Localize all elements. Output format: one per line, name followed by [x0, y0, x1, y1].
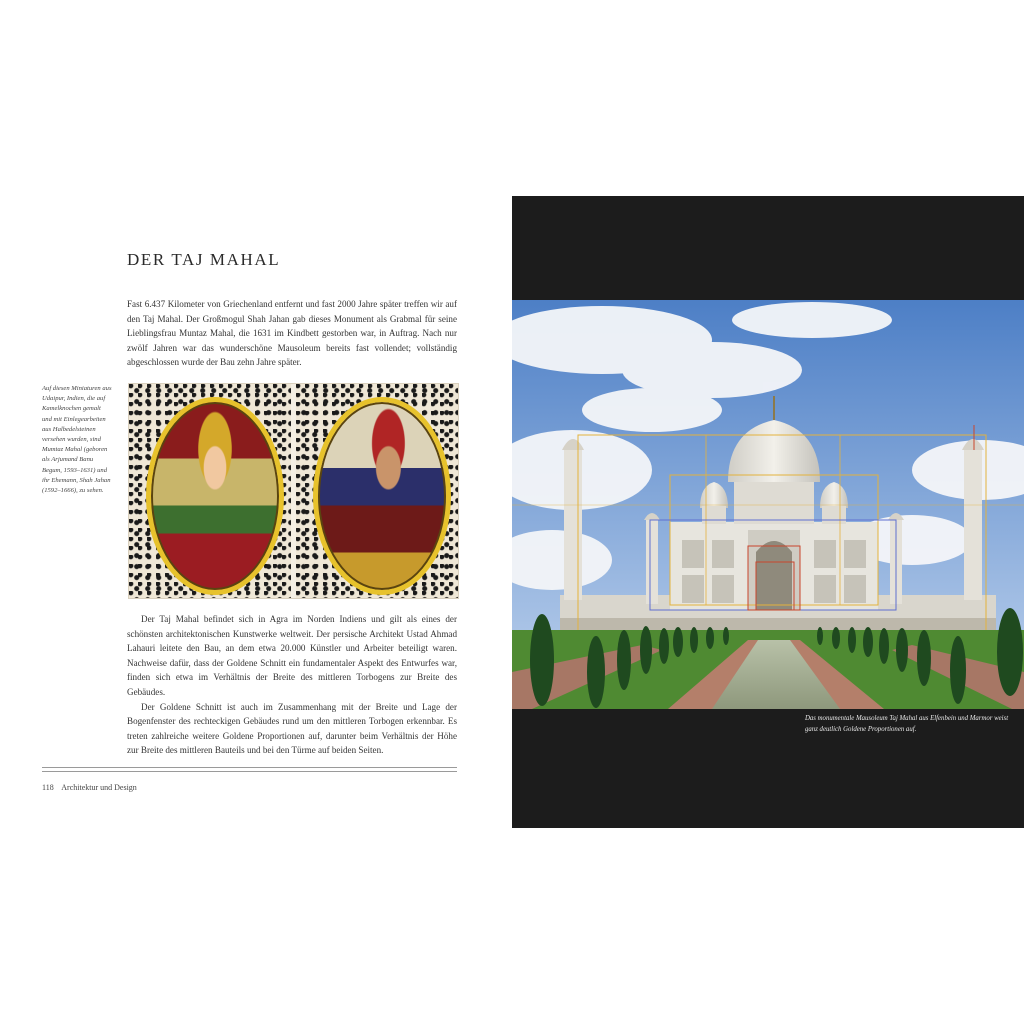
miniatures-caption: Auf diesen Miniaturen aus Udaipur, Indien, die auf Kamelknochen gemalt und mit Einlegearbeiten aus Halbedelsteinen versehen wurden, sind Mumtaz Mahal (geboren als Arjumand Banu Begum, 1593–1631) und ihr Ehemann, Shah Jahan (1592–1666), zu sehen.	[42, 385, 112, 495]
miniature-paintings	[128, 383, 459, 599]
right-page	[512, 196, 1024, 828]
section-name: Architektur und Design	[61, 783, 137, 792]
photo-caption: Das monumentale Mausoleum Taj Mahal aus Elfenbein und Marmor weist ganz deutlich Goldene Proportionen auf.	[805, 715, 1009, 733]
intro-text	[127, 297, 457, 370]
page-number: 118	[42, 783, 54, 792]
main-text	[127, 612, 457, 758]
taj-mahal-photo	[512, 300, 1024, 709]
miniature-mumtaz-mahal	[129, 384, 291, 598]
page-footer	[42, 783, 143, 792]
miniature-oval-left	[146, 397, 284, 595]
footer-rule	[42, 767, 457, 772]
intro-paragraph: Fast 6.437 Kilometer von Griechenland entfernt und fast 2000 Jahre später treffen wir auf den Taj Mahal. Der Großmogul Shah Jahan gab dieses Monument als Grabmal für seine Lieblingsfrau Muntaz Mahal, die 1631 im Kindbett gestorben war, in Auftrag. Nach nur zwölf Jahren war das wunderschöne Mausoleum bereits fast vollendet; vollständig abgeschlossen wurde der Bau zehn Jahre später.	[127, 299, 457, 368]
miniature-shah-jahan	[296, 384, 458, 598]
paragraph-1: Der Taj Mahal befindet sich in Agra im Norden Indiens und gilt als eines der schönsten architektonischen Kunstwerke weltweit. Der persische Architekt Ustad Ahmad Lahauri leitete den Bau, an dem etwa 20.000 Künstler und Arbeiter beteiligt waren. Nachweise dafür, dass der Goldene Schnitt ein fundamentaler Aspekt des Entwurfes war, finden sich etwa im Verhältnis der Breite des mittleren Torbogens zur Breite des Gebäudes.	[127, 614, 457, 697]
chapter-title: DER TAJ MAHAL	[127, 250, 281, 269]
miniature-oval-right	[313, 397, 451, 595]
paragraph-2: Der Goldene Schnitt ist auch im Zusammenhang mit der Breite und Lage der Bogenfenster des rechteckigen Gebäudes rund um den mittleren Torbogen erkennbar. Es treten zahlreiche weitere Goldene Proportionen auf, darunter beim Verhältnis der Höhe zur Breite des mittleren Bauteils und bei den Türme auf beiden Seiten.	[127, 701, 457, 756]
